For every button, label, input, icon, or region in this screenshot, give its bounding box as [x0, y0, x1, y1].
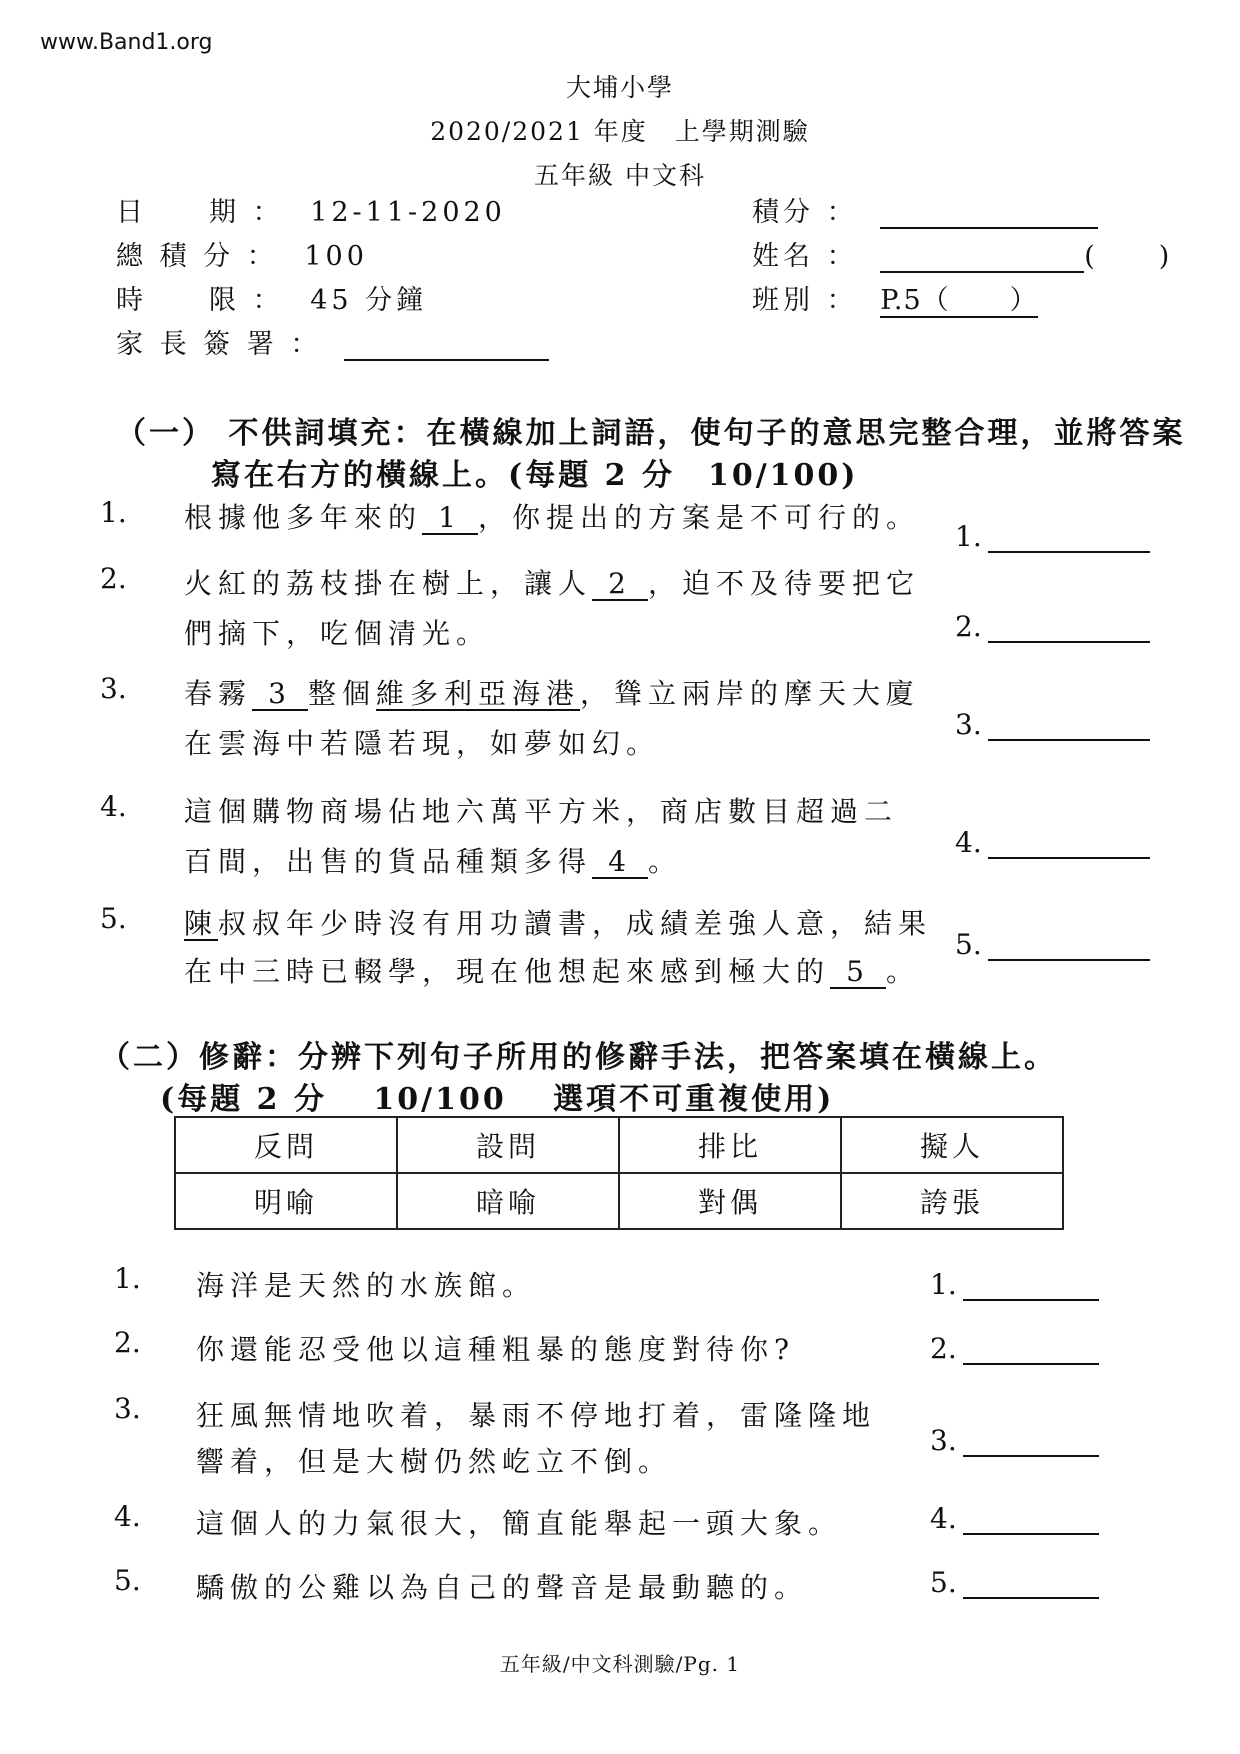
s1-answer-3: 3.	[955, 708, 1150, 741]
s1-q5-text: 陳叔叔年少時沒有用功讀書，成績差強人意，結果	[184, 907, 933, 940]
class-label: 班別 ：	[752, 285, 858, 316]
s1-q1-blank: 1	[422, 503, 478, 535]
page-footer: 五年級/中文科測驗/Pg. 1	[499, 1652, 741, 1676]
s1-q4-blank: 4	[592, 847, 648, 879]
s1-q4-text-line2: 百間，出售的貨品種類多得 4 。	[184, 845, 683, 878]
option-cell: 對偶	[619, 1173, 841, 1229]
s1-q3-text: 春霧 3 整個維多利亞海港，聳立兩岸的摩天大廈	[184, 677, 921, 710]
s1-q4-number: 4.	[100, 790, 127, 823]
option-cell: 誇張	[841, 1173, 1063, 1229]
section1-title-line1: （一） 不供詞填充：在橫線加上詞語，使句子的意思完整合理，並將答案	[116, 416, 1186, 451]
s1-q3-place: 維多利亞海港	[376, 677, 581, 710]
grade-subject: 五年級 中文科	[534, 161, 706, 190]
s1-answer-4-field[interactable]	[988, 827, 1150, 859]
score-label: 積分 ：	[752, 197, 858, 228]
name-paren-close: )	[1158, 241, 1174, 272]
option-cell: 設問	[397, 1117, 619, 1173]
name-paren-open: (	[1084, 241, 1099, 272]
parent-row	[116, 322, 549, 361]
s2-answer-1-field[interactable]	[963, 1269, 1099, 1301]
s2-q3-text-line2: 響着，但是大樹仍然屹立不倒。	[196, 1445, 673, 1478]
s1-q5-number: 5.	[100, 902, 127, 935]
section2-title-line1: （二）修辭：分辨下列句子所用的修辭手法，把答案填在橫線上。	[100, 1040, 1057, 1075]
rhetoric-options-table	[174, 1116, 1064, 1230]
s2-answer-1: 1.	[930, 1268, 1099, 1301]
s2-q3-number: 3.	[114, 1392, 141, 1425]
s1-answer-5-field[interactable]	[988, 929, 1150, 961]
class-row	[752, 278, 1038, 317]
s1-q5-blank: 5	[830, 957, 886, 989]
option-cell: 反問	[175, 1117, 397, 1173]
option-cell: 明喻	[175, 1173, 397, 1229]
exam-title: 2020/2021 年度 上學期測驗	[430, 117, 810, 146]
option-cell: 擬人	[841, 1117, 1063, 1173]
total-row	[116, 234, 368, 273]
date-value: 12-11-2020	[310, 197, 506, 228]
s1-answer-5: 5.	[955, 928, 1150, 961]
section1-title-line2: 寫在右方的橫線上。(每題 2 分 10/100)	[211, 458, 859, 493]
option-cell: 暗喻	[397, 1173, 619, 1229]
s1-answer-3-field[interactable]	[988, 709, 1150, 741]
name-row	[752, 234, 1173, 273]
s1-answer-2: 2.	[955, 610, 1150, 643]
score-field[interactable]	[880, 201, 1098, 229]
s2-q3-text: 狂風無情地吹着，暴雨不停地打着，雷隆隆地	[196, 1399, 877, 1432]
school-name: 大埔小學	[565, 73, 674, 102]
score-row	[752, 190, 1098, 229]
s2-answer-2: 2.	[930, 1332, 1099, 1365]
s1-answer-2-field[interactable]	[988, 611, 1150, 643]
s1-q2-number: 2.	[100, 562, 127, 595]
s2-q5-number: 5.	[114, 1564, 141, 1597]
time-value: 45 分鐘	[310, 285, 428, 316]
name-field[interactable]	[880, 245, 1084, 273]
s2-q1-text: 海洋是天然的水族館。	[196, 1269, 537, 1302]
site-watermark: www.Band1.org	[40, 30, 213, 55]
s2-answer-5-field[interactable]	[963, 1567, 1099, 1599]
class-field[interactable]: P.5（ ）	[880, 285, 1038, 316]
s1-q3-number: 3.	[100, 672, 127, 705]
s1-q2-blank: 2	[592, 569, 648, 601]
option-cell: 排比	[619, 1117, 841, 1173]
s2-q4-text: 這個人的力氣很大，簡直能舉起一頭大象。	[196, 1507, 843, 1540]
s2-answer-3: 3.	[930, 1424, 1099, 1457]
total-value: 100	[304, 241, 368, 272]
s2-q1-number: 1.	[114, 1262, 141, 1295]
s1-q2-text-line2: 們摘下，吃個清光。	[184, 617, 491, 650]
total-label: 總 積 分 ：	[116, 241, 278, 272]
time-label: 時 限 ：	[116, 285, 284, 316]
s1-q1-number: 1.	[100, 496, 127, 529]
s2-answer-5: 5.	[930, 1566, 1099, 1599]
s2-q2-text: 你還能忍受他以這種粗暴的態度對待你?	[196, 1333, 796, 1366]
s1-q3-text-line2: 在雲海中若隱若現，如夢如幻。	[184, 727, 661, 760]
parent-label: 家 長 簽 署 ：	[116, 329, 322, 360]
parent-signature-field[interactable]	[344, 333, 549, 361]
s2-q4-number: 4.	[114, 1500, 141, 1533]
s1-q2-text: 火紅的荔枝掛在樹上，讓人 2 ，迫不及待要把它	[184, 567, 921, 600]
s1-q3-blank: 3	[252, 679, 308, 711]
date-label: 日 期 ：	[116, 197, 284, 228]
s2-answer-4: 4.	[930, 1502, 1099, 1535]
date-row	[116, 190, 506, 229]
s1-q5-text-line2: 在中三時已輟學，現在他想起來感到極大的 5 。	[184, 955, 921, 988]
s2-answer-3-field[interactable]	[963, 1425, 1099, 1457]
s1-q4-text: 這個購物商場佔地六萬平方米，商店數目超過二	[184, 795, 899, 828]
options-row	[175, 1117, 1063, 1173]
s1-q1-text: 根據他多年來的 1 ，你提出的方案是不可行的。	[184, 501, 921, 534]
s1-answer-1: 1.	[955, 520, 1150, 553]
s1-answer-1-field[interactable]	[988, 521, 1150, 553]
s1-answer-4: 4.	[955, 826, 1150, 859]
s2-q5-text: 驕傲的公雞以為自己的聲音是最動聽的。	[196, 1571, 809, 1604]
s2-q2-number: 2.	[114, 1326, 141, 1359]
options-row	[175, 1173, 1063, 1229]
name-label: 姓名 ：	[752, 241, 858, 272]
s2-answer-2-field[interactable]	[963, 1333, 1099, 1365]
s1-q5-surname: 陳	[184, 907, 219, 940]
s2-answer-4-field[interactable]	[963, 1503, 1099, 1535]
section2-title-line2: (每題 2 分 10/100 選項不可重複使用)	[160, 1082, 835, 1117]
time-row	[116, 278, 427, 317]
